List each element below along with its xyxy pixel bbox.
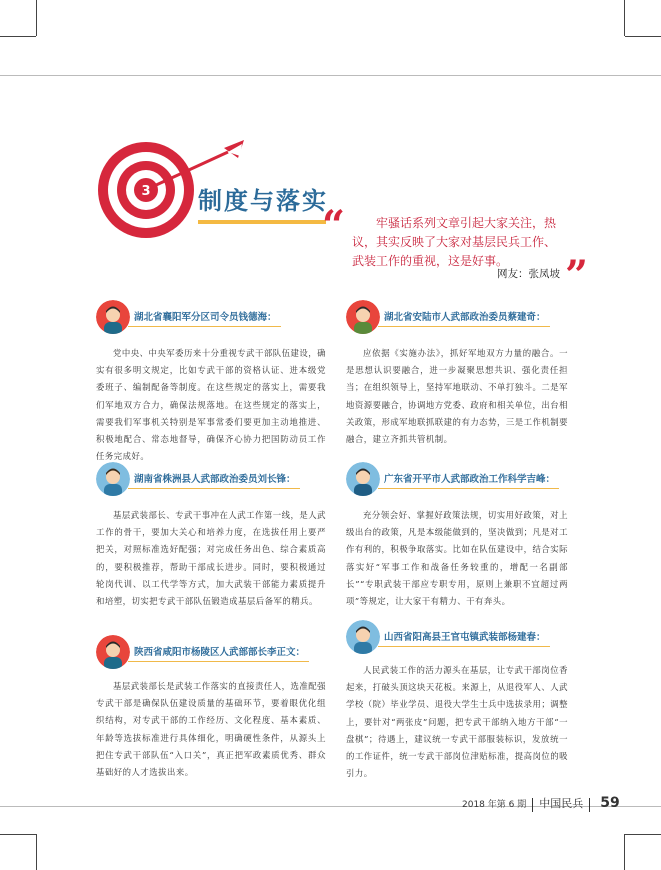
entry-header — [96, 462, 326, 502]
speaker-name: 陕西省咸阳市杨陵区人武部部长李正文： — [128, 645, 305, 662]
entry-text: 基层武装部长、专武干事冲在人武工作第一线，是人武工作的骨干，要加大关心和培养力度，在选拔任用上要严把关，对照标准选好配强；对完成任务出色、综合素质高的，要积极推荐，帮助干部成长进步。同时，要积极通过轮岗代训、以工代学等方式，加大武装干部能力素质提升和培塑，切实把专武干部队伍锻造成基层后备军的精兵。 — [96, 510, 326, 607]
speaker-name: 广东省开平市人武部政治工作科学吉峰： — [378, 472, 555, 489]
entry-header — [346, 462, 576, 502]
quote-author: 网友：张凤坡 — [497, 268, 560, 280]
entry-text: 人民武装工作的活力源头在基层，让专武干部岗位香起来，打破头顶这块天花板。来源上，从退役军人、人武学校（院）毕业学员、退役大学生士兵中选拔录用；调整上，要针对“两张皮”问题，把专武干部纳入地方干部“一盘棋”；待遇上，建议统一专武干部服装标识，发放统一的工作证件，统一专武干部岗位津贴标准，提高岗位的吸引力。 — [346, 665, 568, 779]
title-underline — [198, 220, 326, 224]
speaker-name: 山西省阳高县王官屯镇武装部杨建春： — [378, 630, 546, 647]
avatar-icon — [346, 620, 380, 654]
entry-header — [346, 620, 576, 660]
issue-label: 2018 年第 6 期 — [462, 800, 527, 810]
quote-text: 牢骚话系列文章引起大家关注，热议，其实反映了大家对基层民兵工作、武装工作的重视，这是好事。 — [352, 216, 557, 268]
crop-mark — [625, 36, 661, 37]
entry-text: 党中央、中央军委历来十分重视专武干部队伍建设，确实有很多明文规定，比如专武干部的资格认证、进本级党委班子、编制配备等制度。在这些规定的落实上，需要我们军地双方合力，确保法规落地。在这些规定的落实上，需要我们军事机关特别是军事常委们要更加主动地推进、积极地配合、常态地督导，确保齐心协力把国防动员工作任务完成好。 — [96, 348, 326, 462]
magazine-name: 中国民兵 — [539, 797, 584, 810]
page-title: 制度与落实 — [198, 187, 328, 215]
crop-mark — [624, 0, 625, 36]
crop-mark — [36, 834, 37, 870]
speaker-name: 湖北省安陆市人武部政治委员蔡建奇： — [378, 310, 546, 327]
avatar-icon — [96, 300, 130, 334]
entry-header — [346, 300, 576, 340]
quote-open-mark: “ — [322, 202, 346, 249]
avatar-icon — [96, 462, 130, 496]
entry-text: 充分领会好、掌握好政策法规，切实用好政策，对上级出台的政策，凡是本级能做到的，坚决做到；凡是对工作有利的，积极争取落实。比如在队伍建设中，结合实际落实好“军事工作和战备任务较重的，增配一名副部长”“专职武装干部应专职专用，原则上兼职不宜超过两项”等规定，让大家干有精力、干有奔头。 — [346, 510, 568, 607]
crop-mark — [0, 834, 36, 835]
crop-mark — [0, 36, 36, 37]
header-rule — [0, 75, 661, 76]
entry-text: 基层武装部长是武装工作落实的直接责任人，选准配强专武干部是确保队伍建设质量的基础环节，要着眼优化组织结构，对专武干部的工作经历、文化程度、基本素质、年龄等选拔标准进行具体细化，明确硬性条件，从源头上把住专武干部队伍“入口关”，真正把军政素质优秀、群众基础好的人才选拔出来。 — [96, 681, 326, 778]
page-number: 59 — [600, 795, 620, 811]
speaker-name: 湖北省襄阳军分区司令员钱德海： — [128, 310, 277, 327]
page-footer — [462, 795, 620, 812]
quote-close-mark: ” — [565, 252, 589, 299]
footer-separator — [589, 798, 590, 812]
target-number: 3 — [141, 184, 151, 199]
entry-text: 应依据《实施办法》，抓好军地双方力量的融合。一是思想认识要融合，进一步凝聚思想共识、强化责任担当；在组织领导上，坚持军地联动、不单打独斗。二是军地资源要融合，协调地方党委、政府和相关单位，出台相关政策，形成军地联抓联建的有力态势，三是工作机制要融合，建立齐抓共管机制。 — [346, 348, 568, 445]
speaker-name: 湖南省株洲县人武部政治委员刘长锋： — [128, 472, 296, 489]
avatar-icon — [346, 300, 380, 334]
avatar-icon — [96, 635, 130, 669]
entry-header — [96, 300, 326, 340]
footer-separator — [532, 798, 533, 812]
crop-mark — [36, 0, 37, 36]
avatar-icon — [346, 462, 380, 496]
crop-mark — [625, 834, 661, 835]
entry-header — [96, 635, 326, 675]
crop-mark — [624, 834, 625, 870]
